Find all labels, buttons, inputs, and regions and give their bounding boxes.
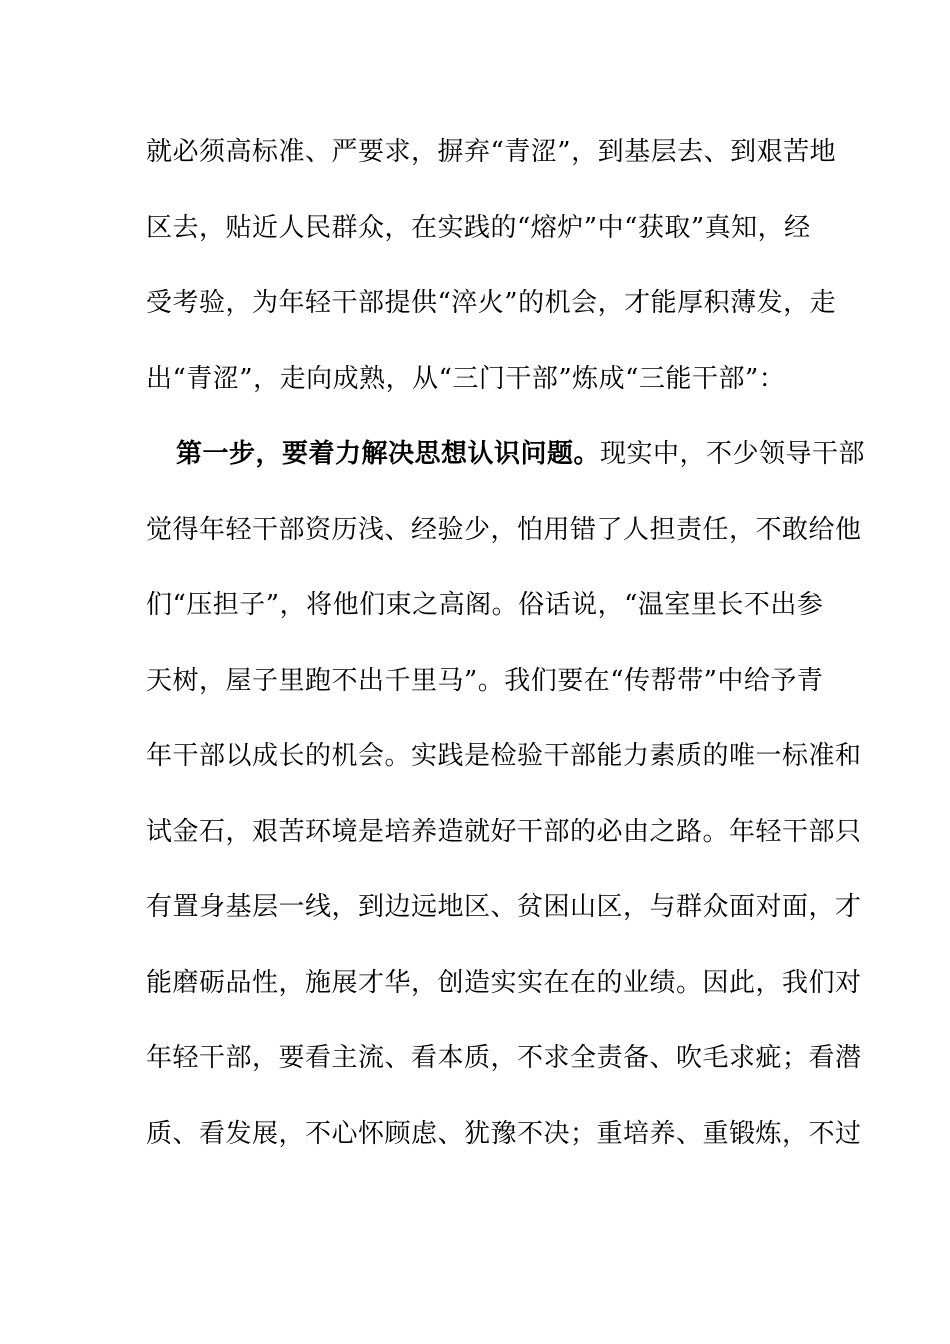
paragraph-line: 觉得年轻干部资历浅、经验少，怕用错了人担责任，不敢给他 xyxy=(146,514,862,545)
paragraph-line: 试金石，艰苦环境是培养造就好干部的必由之路。年轻干部只 xyxy=(146,816,862,847)
section-heading: 第一步，要着力解决思想认识问题。 xyxy=(176,439,601,469)
paragraph-line: 质、看发展，不心怀顾虑、犹豫不决；重培养、重锻炼，不过 xyxy=(146,1118,862,1149)
paragraph-line: 能磨砺品性，施展才华，创造实实在在的业绩。因此，我们对 xyxy=(146,967,862,998)
paragraph-text: 现实中，不少领导干部 xyxy=(600,439,866,469)
paragraph-line: 年轻干部，要看主流、看本质，不求全责备、吹毛求疵；看潜 xyxy=(146,1043,862,1073)
body-text xyxy=(146,132,866,1189)
paragraph-line: 出“青涩”，走向成熟，从“三门干部”炼成“三能干部”： xyxy=(146,363,786,394)
paragraph-line: 有置身基层一线，到边远地区、贫困山区，与群众面对面，才 xyxy=(146,892,862,922)
paragraph-line: 受考验，为年轻干部提供“淬火”的机会，才能厚积薄发，走 xyxy=(146,288,837,318)
paragraph-line: 区去，贴近人民群众，在实践的“熔炉”中“获取”真知，经 xyxy=(146,212,811,243)
paragraph-line: 年干部以成长的机会。实践是检验干部能力素质的唯一标准和 xyxy=(146,741,862,771)
paragraph-line: 天树，屋子里跑不出千里马”。我们要在“传帮带”中给予青 xyxy=(146,665,824,696)
paragraph-line: 们“压担子”，将他们束之高阁。俗话说，“温室里长不出参 xyxy=(146,590,824,620)
paragraph-first-line xyxy=(146,434,866,510)
paragraph-line: 就必须高标准、严要求，摒弃“青涩”，到基层去、到艰苦地 xyxy=(146,137,837,167)
